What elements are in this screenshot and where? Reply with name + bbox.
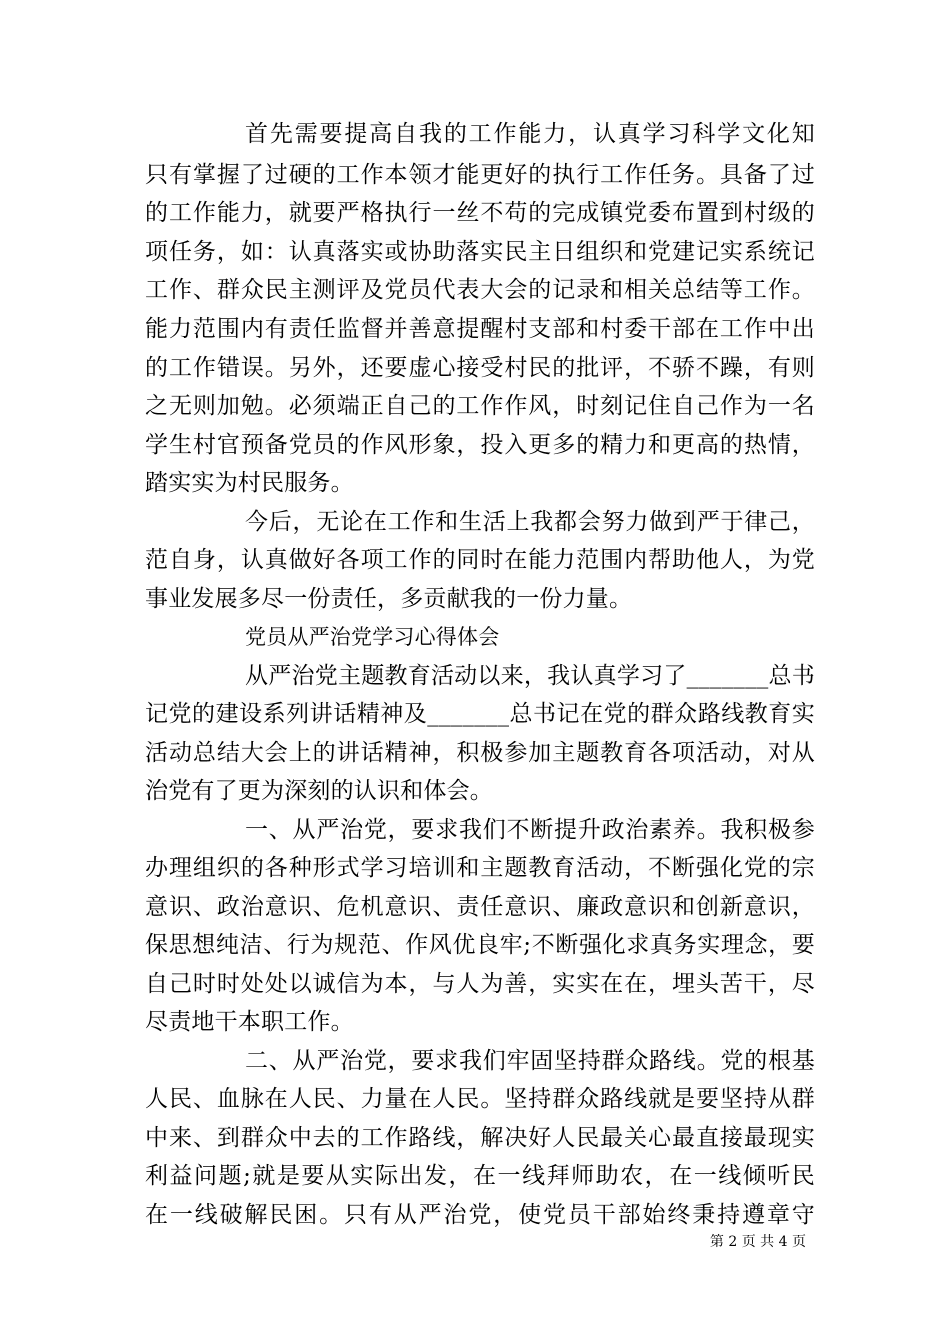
text-line: 意识、政治意识、危机意识、责任意识、廉政意识和创新意识， [145, 894, 815, 920]
text-line: 的工作能力，就要严格执行一丝不苟的完成镇党委布置到村级的 [145, 200, 815, 226]
text-line: 在一线破解民困。只有从严治党，使党员干部始终秉持遵章守 [145, 1202, 815, 1228]
text-line: 二、从严治党，要求我们牢固坚持群众路线。党的根基 [245, 1048, 815, 1074]
text-line: 尽责地干本职工作。 [145, 1009, 354, 1035]
text-line: 一、从严治党，要求我们不断提升政治素养。我积极参 [245, 817, 815, 843]
text-line: 事业发展多尽一份责任，多贡献我的一份力量。 [145, 586, 633, 612]
text-line: 人民、血脉在人民、力量在人民。坚持群众路线就是要坚持从群 [145, 1086, 815, 1112]
text-line: 的工作错误。另外，还要虚心接受村民的批评，不骄不躁，有则 [145, 355, 815, 381]
text-line: 学生村官预备党员的作风形象，投入更多的精力和更高的热情， [145, 432, 815, 458]
section-title: 党员从严治党学习心得体会 [245, 625, 500, 649]
text-line: 范自身，认真做好各项工作的同时在能力范围内帮助他人，为党 [145, 547, 815, 573]
text-line: 工作、群众民主测评及党员代表大会的记录和相关总结等工作。 [145, 277, 815, 303]
text-line: 活动总结大会上的讲话精神，积极参加主题教育各项活动，对从 [145, 740, 815, 766]
text-line: 办理组织的各种形式学习培训和主题教育活动，不断强化党的宗 [145, 855, 815, 881]
text-line: 治党有了更为深刻的认识和体会。 [145, 778, 493, 804]
text-line: 踏实实为村民服务。 [145, 470, 354, 496]
text-line: 项任务，如：认真落实或协助落实民主日组织和党建记实系统记 [145, 239, 815, 265]
text-line: 只有掌握了过硬的工作本领才能更好的执行工作任务。具备了过 [145, 162, 815, 188]
page-number: 第 2 页 共 4 页 [709, 1234, 806, 1250]
text-line: 利益问题;就是要从实际出发，在一线拜师助农，在一线倾听民 [145, 1163, 815, 1189]
text-line: 从严治党主题教育活动以来，我认真学习了_______总书 [245, 663, 815, 689]
text-line: 保思想纯洁、行为规范、作风优良牢;不断强化求真务实理念，要 [145, 932, 815, 958]
text-line: 首先需要提高自我的工作能力，认真学习科学文化知 [245, 121, 815, 147]
text-line: 今后，无论在工作和生活上我都会努力做到严于律己， [245, 509, 815, 535]
text-line: 记党的建设系列讲话精神及_______总书记在党的群众路线教育实 [145, 701, 815, 727]
text-line: 能力范围内有责任监督并善意提醒村支部和村委干部在工作中出 [145, 316, 815, 342]
text-line: 自己时时处处以诚信为本，与人为善，实实在在，埋头苦干，尽 [145, 971, 815, 997]
text-line: 中来、到群众中去的工作路线，解决好人民最关心最直接最现实 [145, 1125, 815, 1151]
text-line: 之无则加勉。必须端正自己的工作作风，时刻记住自己作为一名 [145, 393, 815, 419]
